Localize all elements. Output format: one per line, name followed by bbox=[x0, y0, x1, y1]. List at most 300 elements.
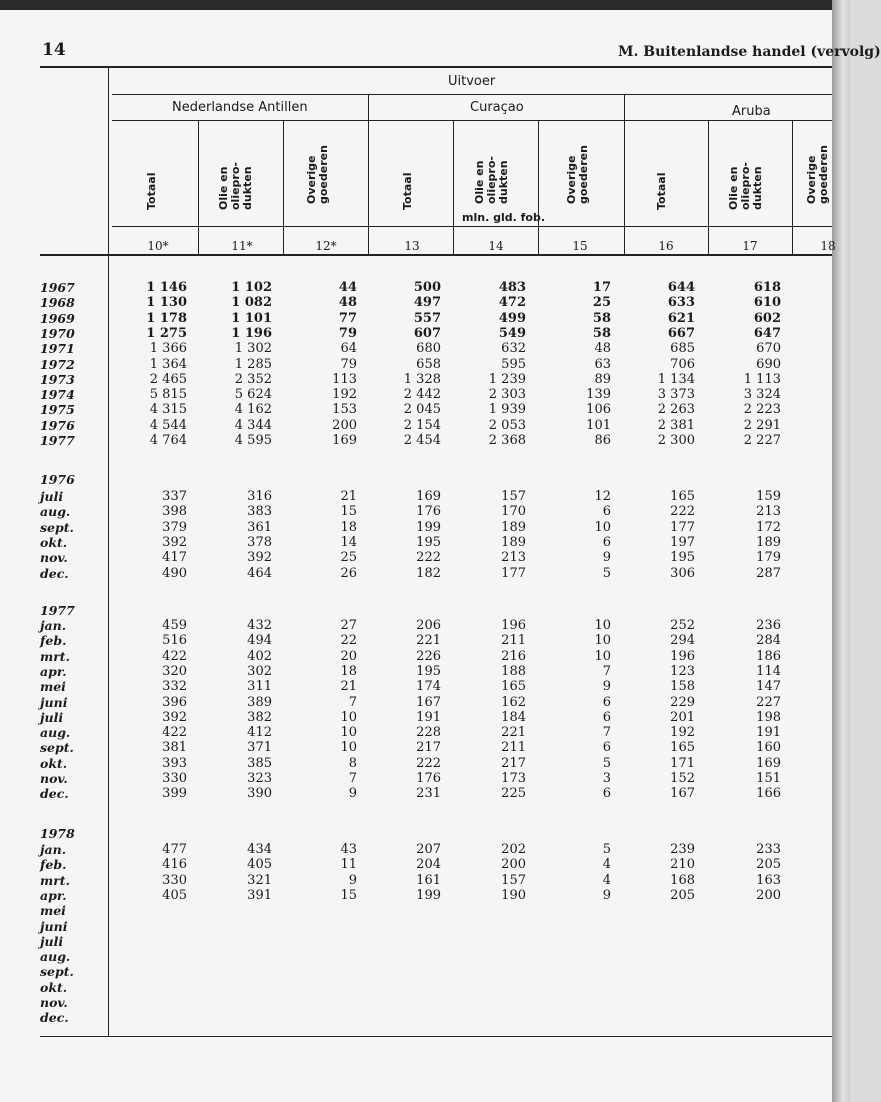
table-cell: 1 364 bbox=[149, 356, 187, 372]
table-cell: 1 102 bbox=[231, 280, 272, 295]
table-cell: 64 bbox=[340, 341, 357, 357]
table-cell: 10 bbox=[594, 633, 611, 649]
table-cell: 177 bbox=[670, 519, 695, 535]
table-cell: 186 bbox=[756, 648, 781, 664]
table-row bbox=[40, 295, 840, 310]
table-cell: 231 bbox=[416, 786, 441, 802]
table-cell: 153 bbox=[332, 402, 357, 418]
table-cell: 5 bbox=[602, 842, 611, 857]
table-cell: 196 bbox=[501, 618, 526, 633]
table-cell: 222 bbox=[670, 504, 695, 520]
row-label: dec. bbox=[40, 786, 69, 802]
table-cell: 5 815 bbox=[149, 387, 187, 403]
scan-top-border bbox=[0, 0, 850, 10]
table-cell: 632 bbox=[501, 341, 526, 357]
table-cell: 48 bbox=[338, 295, 357, 311]
table-cell: 379 bbox=[162, 519, 187, 535]
table-cell: 157 bbox=[501, 872, 526, 888]
table-cell: 2 053 bbox=[488, 417, 526, 433]
table-cell: 6 bbox=[602, 694, 611, 710]
table-cell: 213 bbox=[756, 504, 781, 520]
table-cell: 311 bbox=[247, 679, 272, 695]
table-cell: 172 bbox=[756, 519, 781, 535]
row-label: 1974 bbox=[40, 387, 75, 403]
row-label: sept. bbox=[40, 519, 74, 535]
table-cell: 402 bbox=[247, 648, 272, 664]
table-cell: 191 bbox=[756, 725, 781, 741]
table-cell: 7 bbox=[602, 725, 611, 741]
table-cell: 477 bbox=[162, 842, 187, 857]
page-number: 14 bbox=[42, 40, 66, 60]
colnum-rule bbox=[40, 254, 832, 256]
table-cell: 192 bbox=[670, 725, 695, 741]
row-label: 1969 bbox=[40, 310, 75, 326]
table-row bbox=[40, 504, 840, 519]
table-cell: 196 bbox=[670, 648, 695, 664]
row-label: okt. bbox=[40, 755, 68, 771]
row-label: aug. bbox=[40, 725, 71, 741]
table-cell: 633 bbox=[667, 295, 695, 311]
table-cell: 330 bbox=[162, 872, 187, 888]
table-row bbox=[40, 980, 840, 995]
table-cell: 330 bbox=[162, 771, 187, 786]
table-cell: 685 bbox=[670, 341, 695, 357]
table-cell: 4 162 bbox=[234, 402, 272, 418]
table-cell: 385 bbox=[247, 755, 272, 771]
table-cell: 320 bbox=[162, 663, 187, 679]
table-cell: 1 134 bbox=[657, 371, 695, 387]
table-row bbox=[40, 387, 840, 402]
table-cell: 225 bbox=[501, 786, 526, 802]
table-cell: 169 bbox=[332, 433, 357, 448]
table-cell: 14 bbox=[340, 534, 357, 550]
table-row bbox=[40, 740, 840, 755]
table-cell: 25 bbox=[592, 295, 611, 311]
table-cell: 494 bbox=[247, 633, 272, 649]
header-bottom-rule bbox=[112, 226, 832, 227]
table-cell: 1 146 bbox=[146, 280, 187, 295]
table-cell: 6 bbox=[602, 709, 611, 725]
table-cell: 217 bbox=[416, 740, 441, 756]
table-cell: 252 bbox=[670, 618, 695, 633]
table-row bbox=[40, 679, 840, 694]
table-cell: 371 bbox=[247, 740, 272, 756]
table-cell: 168 bbox=[670, 872, 695, 888]
table-cell: 323 bbox=[247, 771, 272, 786]
table-cell: 680 bbox=[416, 341, 441, 357]
row-label: 1971 bbox=[40, 341, 75, 357]
table-row bbox=[40, 520, 840, 535]
table-cell: 337 bbox=[162, 489, 187, 504]
table-bottom-rule bbox=[40, 1036, 832, 1037]
table-cell: 1 366 bbox=[149, 341, 187, 357]
table-cell: 18 bbox=[340, 663, 357, 679]
table-cell: 6 bbox=[602, 504, 611, 520]
table-cell: 9 bbox=[348, 786, 357, 802]
table-cell: 21 bbox=[340, 489, 357, 504]
table-cell: 9 bbox=[602, 679, 611, 695]
table-cell: 139 bbox=[586, 387, 611, 403]
table-cell: 2 263 bbox=[657, 402, 695, 418]
table-cell: 106 bbox=[586, 402, 611, 418]
table-cell: 199 bbox=[416, 519, 441, 535]
table-cell: 10 bbox=[340, 740, 357, 756]
table-cell: 706 bbox=[670, 356, 695, 372]
table-cell: 236 bbox=[756, 618, 781, 633]
table-cell: 200 bbox=[332, 417, 357, 433]
col-label-13: Totaal bbox=[401, 172, 414, 210]
table-cell: 199 bbox=[416, 887, 441, 903]
table-cell: 195 bbox=[416, 534, 441, 550]
table-cell: 490 bbox=[162, 565, 187, 581]
table-cell: 58 bbox=[592, 310, 611, 326]
table-cell: 2 465 bbox=[149, 371, 187, 387]
row-label: jan. bbox=[40, 618, 67, 633]
col-number-15: 15 bbox=[572, 239, 588, 253]
col-divider-d bbox=[538, 120, 539, 254]
table-cell: 198 bbox=[756, 709, 781, 725]
row-label: juli bbox=[40, 933, 64, 949]
table-cell: 391 bbox=[247, 887, 272, 903]
row-label: apr. bbox=[40, 663, 67, 679]
table-cell: 158 bbox=[670, 679, 695, 695]
table-cell: 213 bbox=[501, 550, 526, 566]
table-cell: 378 bbox=[247, 534, 272, 550]
table-cell: 2 223 bbox=[743, 402, 781, 418]
table-cell: 390 bbox=[247, 786, 272, 802]
table-cell: 287 bbox=[756, 565, 781, 581]
table-cell: 422 bbox=[162, 725, 187, 741]
table-row bbox=[40, 618, 840, 633]
col-divider-e bbox=[708, 120, 709, 254]
col-label-18: Overige goederen bbox=[805, 145, 830, 204]
group-divider-1 bbox=[368, 95, 369, 254]
table-cell: 1 082 bbox=[231, 295, 272, 311]
table-cell: 176 bbox=[416, 771, 441, 786]
table-cell: 10 bbox=[594, 519, 611, 535]
table-cell: 7 bbox=[348, 771, 357, 786]
table-cell: 557 bbox=[413, 310, 441, 326]
table-row bbox=[40, 633, 840, 648]
table-row bbox=[40, 949, 840, 964]
table-row bbox=[40, 710, 840, 725]
table-cell: 165 bbox=[501, 679, 526, 695]
table-cell: 405 bbox=[247, 857, 272, 873]
table-cell: 602 bbox=[753, 310, 781, 326]
table-cell: 229 bbox=[670, 694, 695, 710]
table-cell: 21 bbox=[340, 679, 357, 695]
group-divider-2 bbox=[624, 95, 625, 254]
table-cell: 151 bbox=[756, 771, 781, 786]
table-cell: 2 368 bbox=[488, 433, 526, 448]
table-cell: 392 bbox=[162, 709, 187, 725]
table-cell: 165 bbox=[670, 489, 695, 504]
table-cell: 10 bbox=[594, 618, 611, 633]
row-label: feb. bbox=[40, 633, 67, 649]
row-label: 1972 bbox=[40, 356, 75, 372]
row-label: apr. bbox=[40, 887, 67, 903]
table-cell: 690 bbox=[756, 356, 781, 372]
table-cell: 1 302 bbox=[234, 341, 272, 357]
table-cell: 197 bbox=[670, 534, 695, 550]
row-label: 1977 bbox=[40, 433, 75, 448]
row-label: 1973 bbox=[40, 371, 75, 387]
table-row bbox=[40, 341, 840, 356]
row-label: sept. bbox=[40, 964, 74, 980]
table-cell: 184 bbox=[501, 709, 526, 725]
row-label: 1970 bbox=[40, 325, 75, 341]
table-cell: 189 bbox=[501, 534, 526, 550]
col-number-13: 13 bbox=[404, 239, 420, 253]
row-label: aug. bbox=[40, 949, 71, 965]
table-cell: 667 bbox=[667, 325, 695, 341]
table-row bbox=[40, 919, 840, 934]
table-row bbox=[40, 888, 840, 903]
table-cell: 15 bbox=[340, 504, 357, 520]
table-cell: 20 bbox=[340, 648, 357, 664]
table-cell: 192 bbox=[332, 387, 357, 403]
table-cell: 2 045 bbox=[403, 402, 441, 418]
row-label: dec. bbox=[40, 565, 69, 581]
table-row bbox=[40, 903, 840, 918]
table-cell: 25 bbox=[340, 550, 357, 566]
table-cell: 18 bbox=[340, 519, 357, 535]
row-label: 1976 bbox=[40, 417, 75, 433]
table-row bbox=[40, 695, 840, 710]
table-row bbox=[40, 433, 840, 448]
group-aruba: Aruba bbox=[732, 104, 771, 119]
table-cell: 147 bbox=[756, 679, 781, 695]
col-label-10: Totaal bbox=[145, 172, 158, 210]
table-cell: 1 178 bbox=[146, 310, 187, 326]
table-cell: 10 bbox=[340, 709, 357, 725]
table-row bbox=[40, 649, 840, 664]
table-cell: 167 bbox=[416, 694, 441, 710]
table-cell: 464 bbox=[247, 565, 272, 581]
table-cell: 4 544 bbox=[149, 417, 187, 433]
table-cell: 43 bbox=[340, 842, 357, 857]
row-label: dec. bbox=[40, 1010, 69, 1026]
uitvoer-rule bbox=[112, 94, 832, 95]
uitvoer-heading: Uitvoer bbox=[448, 74, 496, 89]
table-cell: 222 bbox=[416, 755, 441, 771]
table-cell: 233 bbox=[756, 842, 781, 857]
col-label-12: Overige goederen bbox=[305, 145, 330, 204]
table-cell: 306 bbox=[670, 565, 695, 581]
col-number-12: 12* bbox=[315, 239, 337, 253]
row-label: mrt. bbox=[40, 648, 70, 664]
running-title: M. Buitenlandse handel (vervolg) bbox=[618, 44, 881, 60]
table-cell: 2 442 bbox=[403, 387, 441, 403]
table-cell: 169 bbox=[756, 755, 781, 771]
table-row bbox=[40, 372, 840, 387]
table-cell: 7 bbox=[348, 694, 357, 710]
col-label-14: Olie en oliepro- dukten bbox=[473, 156, 510, 204]
table-cell: 4 315 bbox=[149, 402, 187, 418]
table-cell: 416 bbox=[162, 857, 187, 873]
table-row bbox=[40, 771, 840, 786]
table-cell: 2 291 bbox=[743, 417, 781, 433]
row-label: juli bbox=[40, 709, 64, 725]
table-cell: 169 bbox=[416, 489, 441, 504]
table-cell: 389 bbox=[247, 694, 272, 710]
table-cell: 204 bbox=[416, 857, 441, 873]
table-cell: 173 bbox=[501, 771, 526, 786]
table-cell: 3 373 bbox=[657, 387, 695, 403]
table-cell: 316 bbox=[247, 489, 272, 504]
table-cell: 200 bbox=[756, 887, 781, 903]
table-row bbox=[40, 535, 840, 550]
table-row bbox=[40, 402, 840, 417]
table-cell: 171 bbox=[670, 755, 695, 771]
table-row bbox=[40, 934, 840, 949]
table-cell: 549 bbox=[498, 325, 526, 341]
table-cell: 188 bbox=[501, 663, 526, 679]
col-number-14: 14 bbox=[488, 239, 504, 253]
table-cell: 210 bbox=[670, 857, 695, 873]
table-cell: 101 bbox=[586, 417, 611, 433]
table-row bbox=[40, 489, 840, 504]
table-cell: 22 bbox=[340, 633, 357, 649]
row-label: juni bbox=[40, 694, 68, 710]
table-cell: 417 bbox=[162, 550, 187, 566]
table-cell: 211 bbox=[501, 740, 526, 756]
table-cell: 239 bbox=[670, 842, 695, 857]
table-cell: 1 285 bbox=[234, 356, 272, 372]
table-cell: 9 bbox=[602, 887, 611, 903]
table-cell: 2 300 bbox=[657, 433, 695, 448]
table-cell: 152 bbox=[670, 771, 695, 786]
col-divider-a bbox=[198, 120, 199, 254]
table-cell: 644 bbox=[667, 280, 695, 295]
table-cell: 392 bbox=[162, 534, 187, 550]
row-label: nov. bbox=[40, 771, 68, 786]
table-cell: 217 bbox=[501, 755, 526, 771]
table-row bbox=[40, 756, 840, 771]
row-label: 1967 bbox=[40, 280, 75, 295]
table-cell: 647 bbox=[753, 325, 781, 341]
row-label: jan. bbox=[40, 842, 67, 857]
table-cell: 216 bbox=[501, 648, 526, 664]
table-cell: 195 bbox=[416, 663, 441, 679]
table-cell: 3 bbox=[602, 771, 611, 786]
block-1978-year: 1978 bbox=[40, 826, 75, 841]
row-label: mei bbox=[40, 679, 66, 695]
table-cell: 432 bbox=[247, 618, 272, 633]
table-cell: 4 bbox=[602, 857, 611, 873]
table-cell: 4 bbox=[602, 872, 611, 888]
row-label: mrt. bbox=[40, 872, 70, 888]
col-number-16: 16 bbox=[658, 239, 674, 253]
table-cell: 167 bbox=[670, 786, 695, 802]
table-cell: 174 bbox=[416, 679, 441, 695]
table-cell: 182 bbox=[416, 565, 441, 581]
table-cell: 2 227 bbox=[743, 433, 781, 448]
table-row bbox=[40, 857, 840, 872]
table-cell: 284 bbox=[756, 633, 781, 649]
table-row bbox=[40, 664, 840, 679]
row-label: 1968 bbox=[40, 295, 75, 311]
group-curacao: Curaçao bbox=[470, 100, 524, 115]
col-divider-c bbox=[453, 120, 454, 254]
table-cell: 195 bbox=[670, 550, 695, 566]
table-cell: 396 bbox=[162, 694, 187, 710]
col-number-18: 18 bbox=[820, 239, 836, 253]
table-cell: 483 bbox=[498, 280, 526, 295]
block-1976-year: 1976 bbox=[40, 472, 75, 487]
table-cell: 1 113 bbox=[743, 371, 781, 387]
unit-label: mln. gld. fob. bbox=[462, 211, 545, 224]
table-cell: 162 bbox=[501, 694, 526, 710]
table-cell: 123 bbox=[670, 663, 695, 679]
table-cell: 26 bbox=[340, 565, 357, 581]
table-row bbox=[40, 786, 840, 801]
table-cell: 499 bbox=[498, 310, 526, 326]
table-cell: 166 bbox=[756, 786, 781, 802]
table-cell: 163 bbox=[756, 872, 781, 888]
table-cell: 6 bbox=[602, 534, 611, 550]
table-cell: 658 bbox=[416, 356, 441, 372]
table-cell: 398 bbox=[162, 504, 187, 520]
col-label-11: Olie en oliepro- dukten bbox=[217, 162, 254, 210]
table-cell: 114 bbox=[756, 663, 781, 679]
table-cell: 9 bbox=[348, 872, 357, 888]
table-cell: 1 328 bbox=[403, 371, 441, 387]
table-cell: 500 bbox=[413, 280, 441, 295]
table-cell: 207 bbox=[416, 842, 441, 857]
table-cell: 2 454 bbox=[403, 433, 441, 448]
table-cell: 189 bbox=[756, 534, 781, 550]
table-cell: 159 bbox=[756, 489, 781, 504]
table-cell: 6 bbox=[602, 740, 611, 756]
table-cell: 405 bbox=[162, 887, 187, 903]
table-cell: 157 bbox=[501, 489, 526, 504]
table-cell: 191 bbox=[416, 709, 441, 725]
table-cell: 1 239 bbox=[488, 371, 526, 387]
table-cell: 607 bbox=[413, 325, 441, 341]
table-cell: 165 bbox=[670, 740, 695, 756]
table-cell: 113 bbox=[332, 371, 357, 387]
table-cell: 321 bbox=[247, 872, 272, 888]
col-divider-b bbox=[283, 120, 284, 254]
table-cell: 1 101 bbox=[231, 310, 272, 326]
table-cell: 63 bbox=[594, 356, 611, 372]
col-number-17: 17 bbox=[742, 239, 758, 253]
table-cell: 205 bbox=[756, 857, 781, 873]
table-cell: 77 bbox=[338, 310, 357, 326]
table-row bbox=[40, 725, 840, 740]
table-cell: 48 bbox=[594, 341, 611, 357]
table-row bbox=[40, 566, 840, 581]
row-label: juni bbox=[40, 918, 68, 934]
table-cell: 176 bbox=[416, 504, 441, 520]
table-cell: 472 bbox=[498, 295, 526, 311]
group-rule bbox=[112, 120, 832, 121]
table-cell: 621 bbox=[667, 310, 695, 326]
table-cell: 422 bbox=[162, 648, 187, 664]
table-cell: 10 bbox=[340, 725, 357, 741]
table-cell: 2 352 bbox=[234, 371, 272, 387]
table-cell: 201 bbox=[670, 709, 695, 725]
table-cell: 44 bbox=[338, 280, 357, 295]
table-cell: 177 bbox=[501, 565, 526, 581]
table-cell: 1 275 bbox=[146, 325, 187, 341]
col-label-15: Overige goederen bbox=[565, 145, 590, 204]
table-row bbox=[40, 326, 840, 341]
row-label: sept. bbox=[40, 740, 74, 756]
table-cell: 190 bbox=[501, 887, 526, 903]
table-cell: 17 bbox=[592, 280, 611, 295]
